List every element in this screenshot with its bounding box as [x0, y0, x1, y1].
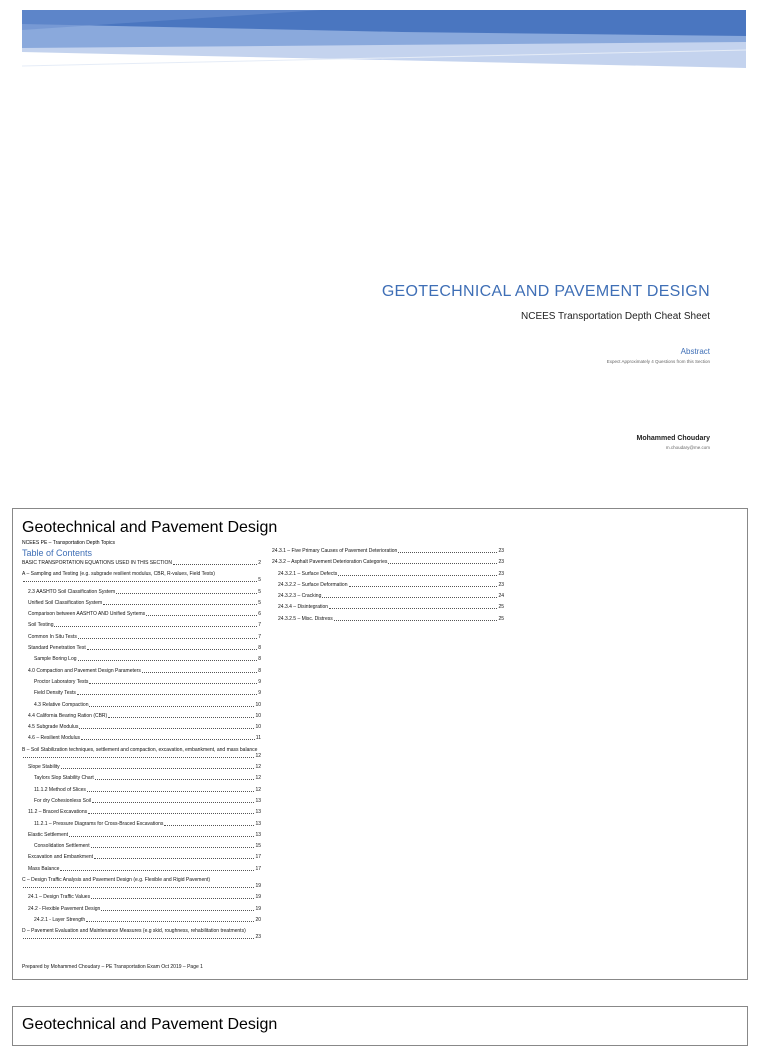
toc-column-right — [272, 548, 504, 627]
toc-entry-page: 8 — [258, 667, 261, 674]
toc-entry[interactable] — [272, 571, 504, 577]
toc-entry-label: 4.6 – Resilient Modulus — [28, 735, 80, 742]
toc-leader-dots — [23, 580, 257, 582]
toc-entry-label: Consolidation Settlement — [34, 843, 90, 850]
page-title: Geotechnical and Pavement Design — [22, 519, 278, 536]
toc-entry-page: 12 — [255, 786, 261, 793]
toc-entry-page: 9 — [258, 678, 261, 685]
toc-leader-dots — [23, 937, 254, 939]
toc-entry-label: C – Design Traffic Analysis and Pavement Design (e.g. Flexible and Rigid Pavement) — [22, 877, 211, 884]
toc-entry-page: 19 — [255, 905, 261, 912]
toc-entry-label: Mass Balance — [28, 865, 60, 872]
toc-entry[interactable] — [272, 616, 504, 622]
toc-leader-dots — [108, 716, 254, 718]
toc-entry-label: 24.1 – Design Traffic Values — [28, 894, 91, 901]
toc-entry[interactable] — [22, 928, 261, 940]
toc-entry-page: 12 — [255, 764, 261, 771]
toc-entry-page: 25 — [498, 604, 504, 611]
toc-entry[interactable] — [22, 866, 261, 872]
toc-entry[interactable] — [22, 787, 261, 793]
toc-entry-page: 20 — [255, 916, 261, 923]
toc-leader-dots — [349, 585, 498, 587]
toc-entry-page: 23 — [498, 559, 504, 566]
toc-entry-page: 10 — [255, 712, 261, 719]
toc-entry-page: 11 — [255, 735, 261, 742]
toc-entry-page: 13 — [255, 831, 261, 838]
toc-entry-page: 7 — [258, 622, 261, 629]
toc-leader-dots — [103, 603, 257, 605]
toc-entry-page: 7 — [258, 633, 261, 640]
toc-entry[interactable] — [22, 821, 261, 827]
toc-entry-label: 2.3 AASHTO Soil Classification System — [28, 588, 116, 595]
toc-entry-label: 24.3.2.5 – Misc. Distress — [278, 615, 333, 622]
toc-entry[interactable] — [22, 809, 261, 815]
toc-entry[interactable] — [22, 634, 261, 640]
toc-entry[interactable] — [22, 843, 261, 849]
toc-leader-dots — [142, 671, 257, 673]
toc-leader-dots — [88, 812, 254, 814]
toc-entry-label: Soil Testing — [28, 622, 54, 629]
toc-leader-dots — [86, 920, 254, 922]
toc-entry[interactable] — [22, 702, 261, 708]
toc-entry-label: 24.3.2 – Asphalt Pavement Deterioration Categories — [272, 559, 388, 566]
toc-entry-label: 4.3 Relative Compaction — [34, 701, 89, 708]
toc-entry-page: 6 — [258, 611, 261, 618]
toc-leader-dots — [77, 693, 257, 695]
abstract-heading: Abstract — [680, 347, 710, 356]
toc-entry-page: 17 — [255, 854, 261, 861]
toc-entry-label: 24.2.1 - Layer Strength — [34, 916, 86, 923]
toc-entry[interactable] — [22, 690, 261, 696]
toc-entry[interactable] — [22, 600, 261, 606]
toc-entry[interactable] — [22, 747, 261, 759]
toc-entry-label: Elastic Settlement — [28, 831, 69, 838]
toc-entry[interactable] — [272, 593, 504, 599]
toc-leader-dots — [164, 824, 254, 826]
toc-entry-label: Unified Soil Classification System — [28, 599, 103, 606]
toc-entry[interactable] — [22, 798, 261, 804]
toc-entry-label: A – Sampling and Testing (e.g. subgrade resilient modulus, CBR, R-values, Field Tests) — [22, 571, 215, 578]
toc-entry-page: 23 — [498, 548, 504, 554]
toc-leader-dots — [89, 682, 257, 684]
toc-leader-dots — [23, 886, 254, 888]
toc-leader-dots — [54, 625, 257, 627]
toc-entry-label: 24.3.1 – Five Primary Causes of Pavement Deterioration — [272, 548, 398, 554]
toc-column-left — [22, 560, 261, 946]
toc-entry-label: Slope Stability — [28, 764, 60, 771]
toc-entry-page: 8 — [258, 645, 261, 652]
toc-entry-page: 25 — [498, 615, 504, 622]
toc-entry[interactable] — [22, 832, 261, 838]
toc-entry-page: 10 — [255, 724, 261, 731]
toc-leader-dots — [79, 727, 254, 729]
toc-leader-dots — [334, 619, 498, 621]
toc-leader-dots — [91, 897, 254, 899]
toc-entry-page: 8 — [258, 656, 261, 663]
toc-entry[interactable] — [22, 917, 261, 923]
toc-entry-label: Taylors Slop Stability Chart — [34, 775, 94, 782]
toc-entry-page: 23 — [498, 581, 504, 588]
toc-entry-label: Excavation and Embankment — [28, 854, 94, 861]
cover-banner — [22, 10, 746, 72]
toc-entry-label: 24.3.2.2 – Surface Deformation — [278, 581, 348, 588]
toc-entry[interactable] — [22, 735, 261, 741]
author-name: Mohammed Choudary — [636, 435, 710, 442]
toc-entry-label: 24.3.2.3 – Cracking — [278, 593, 322, 600]
toc-entry-page: 9 — [258, 690, 261, 697]
abstract-text: Expect Approximately 4 Questions from this Section — [606, 359, 710, 364]
toc-entry-page: 5 — [258, 588, 261, 595]
toc-entry-page: 23 — [498, 570, 504, 577]
toc-entry-page: 5 — [258, 599, 261, 606]
toc-entry[interactable] — [272, 548, 504, 554]
toc-entry[interactable] — [22, 724, 261, 730]
toc-entry-label: 11.2.1 – Pressure Diagrams for Cross-Braced Excavations — [34, 820, 164, 827]
toc-entry[interactable] — [272, 604, 504, 610]
toc-entry-label: Sample Boring Log — [34, 656, 77, 663]
toc-entry-label: 24.2 - Flexible Pavement Design — [28, 905, 101, 912]
cover-page — [0, 0, 768, 470]
toc-entry[interactable] — [22, 775, 261, 781]
toc-entry-label: D – Pavement Evaluation and Maintenance Measures (e.g skid, roughness, rehabilitation treatments) — [22, 928, 246, 935]
author-email: m.choudary@me.com — [665, 445, 710, 450]
toc-leader-dots — [338, 574, 497, 576]
toc-leader-dots — [60, 869, 254, 871]
toc-entry-label: BASIC TRANSPORTATION EQUATIONS USED IN THIS SECTION — [22, 560, 173, 566]
toc-leader-dots — [398, 551, 497, 553]
next-page — [12, 1006, 748, 1046]
toc-leader-dots — [81, 738, 255, 740]
toc-entry-label: B – Soil Stabilization techniques, settlement and compaction, excavation, embankment, and mass balance — [22, 746, 258, 753]
toc-entry-page: 23 — [255, 934, 261, 941]
toc-leader-dots — [78, 659, 258, 661]
toc-entry-label: 24.3.2.1 – Surface Defects — [278, 570, 338, 577]
toc-entry-label: 4.5 Subgrade Modulus — [28, 724, 79, 731]
toc-leader-dots — [388, 562, 497, 564]
toc-entry[interactable] — [272, 559, 504, 565]
toc-leader-dots — [61, 767, 255, 769]
toc-leader-dots — [95, 778, 255, 780]
toc-entry-label: 11.1.2 Method of Slices — [34, 786, 86, 793]
toc-entry-page: 12 — [255, 775, 261, 782]
toc-leader-dots — [69, 835, 254, 837]
toc-entry-label: Proctor Laboratory Tests — [34, 678, 89, 685]
toc-leader-dots — [173, 563, 257, 565]
toc-entry-label: Common In Situ Tests — [28, 633, 77, 640]
toc-entry-label: Standard Penetration Test — [28, 645, 86, 652]
toc-entry[interactable] — [22, 679, 261, 685]
toc-entry-page: 19 — [255, 883, 261, 890]
toc-leader-dots — [91, 846, 255, 848]
toc-entry-label: 11.2 – Braced Excavations — [28, 809, 88, 816]
toc-leader-dots — [146, 614, 257, 616]
toc-entry-page: 5 — [258, 577, 261, 584]
toc-leader-dots — [92, 801, 254, 803]
page-title: Geotechnical and Pavement Design — [22, 1016, 278, 1033]
toc-entry-page: 24 — [498, 593, 504, 600]
toc-entry-label: Field Density Tests — [34, 690, 76, 697]
toc-leader-dots — [329, 607, 497, 609]
toc-leader-dots — [87, 648, 257, 650]
toc-entry[interactable] — [22, 764, 261, 770]
cover-title: GEOTECHNICAL AND PAVEMENT DESIGN — [381, 283, 710, 300]
page-subtitle: NCEES PE – Transportation Depth Topics — [22, 540, 116, 546]
toc-entry[interactable] — [22, 894, 261, 900]
toc-entry-page: 19 — [255, 894, 261, 901]
toc-entry-label: 24.3.4 – Disintegration — [278, 604, 329, 611]
toc-entry-page: 12 — [255, 752, 261, 759]
toc-entry[interactable] — [22, 854, 261, 860]
toc-entry[interactable] — [22, 611, 261, 617]
toc-entry-label: 4.4 California Bearing Ration (CBR) — [28, 712, 108, 719]
toc-entry-label: 4.0 Compaction and Pavement Design Parameters — [28, 667, 141, 674]
toc-entry[interactable] — [22, 906, 261, 912]
toc-entry-page: 10 — [255, 701, 261, 708]
toc-entry[interactable] — [22, 571, 261, 583]
toc-entry[interactable] — [22, 668, 261, 674]
toc-entry[interactable] — [22, 560, 261, 566]
toc-entry[interactable] — [22, 877, 261, 889]
toc-entry-label: For dry Cohesionless Soil — [34, 797, 91, 804]
cover-subtitle: NCEES Transportation Depth Cheat Sheet — [521, 311, 710, 322]
toc-leader-dots — [89, 705, 254, 707]
toc-leader-dots — [87, 790, 255, 792]
toc-leader-dots — [23, 756, 254, 758]
page-footer: Prepared by Mohammed Choudary – PE Transportation Exam Oct 2019 – Page 1 — [22, 964, 203, 970]
toc-entry-label: Comparison between AASHTO AND Unified Syrtems — [28, 611, 146, 618]
toc-entry-page: 17 — [255, 865, 261, 872]
toc-leader-dots — [322, 596, 497, 598]
toc-leader-dots — [94, 857, 254, 859]
toc-entry-page: 13 — [255, 820, 261, 827]
toc-entry-page: 13 — [255, 809, 261, 816]
toc-page — [12, 508, 748, 980]
toc-entry[interactable] — [22, 622, 261, 628]
toc-entry-page: 15 — [255, 843, 261, 850]
toc-leader-dots — [78, 637, 257, 639]
toc-heading: Table of Contents — [22, 548, 93, 558]
toc-entry-page: 13 — [255, 797, 261, 804]
toc-leader-dots — [101, 909, 254, 911]
toc-entry[interactable] — [22, 645, 261, 651]
toc-entry[interactable] — [22, 589, 261, 595]
toc-entry-page: 2 — [258, 560, 261, 566]
toc-entry[interactable] — [272, 582, 504, 588]
toc-entry[interactable] — [22, 656, 261, 662]
toc-entry[interactable] — [22, 713, 261, 719]
toc-leader-dots — [116, 592, 257, 594]
